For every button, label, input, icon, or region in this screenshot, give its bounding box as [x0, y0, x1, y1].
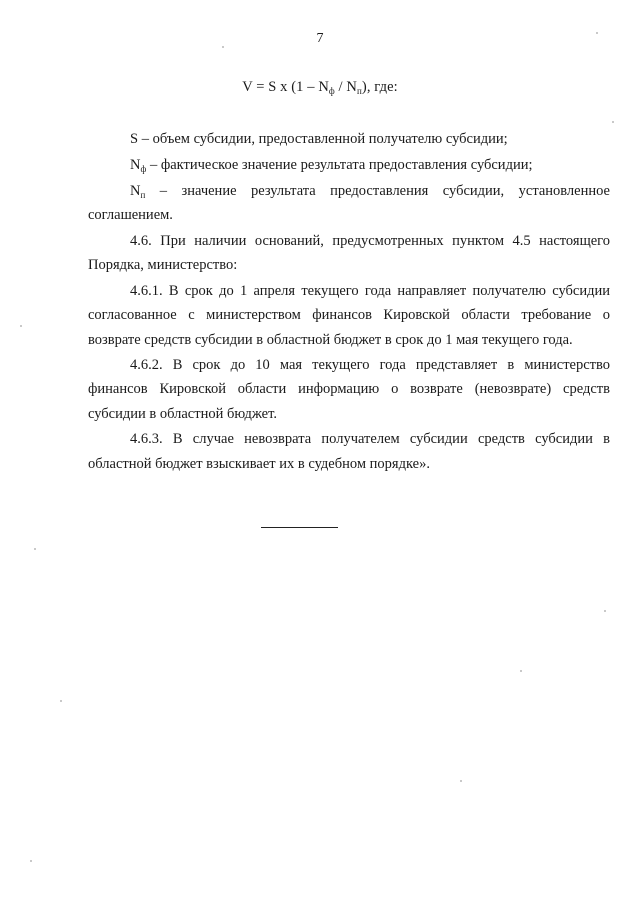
scan-speck	[520, 670, 522, 672]
definition-s: S – объем субсидии, предоставленной получателю субсидии;	[130, 131, 508, 147]
nf-text: – фактическое значение результата предоставления субсидии;	[146, 157, 533, 173]
scan-speck	[460, 780, 462, 782]
paragraph-4-6-3-line-1: 4.6.3. В случае невозврата получателем субсидии средств субсидии в	[130, 431, 610, 447]
page-number: 7	[316, 31, 324, 46]
nf-symbol: N	[130, 157, 141, 173]
paragraph-4-6-1-line-1: 4.6.1. В срок до 1 апреля текущего года направляет получателю субсидии	[130, 283, 610, 299]
scan-speck	[34, 548, 36, 550]
end-divider	[261, 527, 338, 528]
np-text: – значение результата предоставления субсидии, установленное	[145, 183, 610, 199]
paragraph-4-6-2-line-3: субсидии в областной бюджет.	[88, 406, 277, 422]
formula-middle: / N	[334, 79, 357, 95]
scan-speck	[60, 700, 62, 702]
formula-suffix: ), где:	[361, 79, 398, 95]
formula-prefix: V = S x (1 – N	[242, 79, 329, 95]
scan-speck	[596, 32, 598, 34]
definition-np-line-2: соглашением.	[88, 207, 173, 223]
scan-speck	[20, 325, 22, 327]
paragraph-4-6-line-1: 4.6. При наличии оснований, предусмотренных пунктом 4.5 настоящего	[130, 233, 610, 249]
scan-speck	[30, 860, 32, 862]
paragraph-4-6-1-line-3: возврате средств субсидии в областной бюджет в срок до 1 мая текущего года.	[88, 332, 573, 348]
definition-nf	[130, 156, 610, 178]
definition-np-line-1	[130, 182, 610, 204]
scan-speck	[612, 121, 614, 123]
np-subscript: п	[140, 190, 146, 200]
formula	[0, 79, 640, 96]
paragraph-4-6-2-line-1: 4.6.2. В срок до 10 мая текущего года представляет в министерство	[130, 357, 610, 373]
formula-subscript-p: п	[356, 86, 362, 96]
scan-speck	[222, 46, 224, 48]
nf-subscript: ф	[140, 164, 147, 174]
paragraph-4-6-2-line-2: финансов Кировской области информацию о возврате (невозврате) средств	[88, 381, 610, 397]
scan-speck	[604, 610, 606, 612]
np-symbol: N	[130, 183, 141, 199]
paragraph-4-6-3-line-2: областной бюджет взыскивает их в судебном порядке».	[88, 456, 430, 472]
paragraph-4-6-line-2: Порядка, министерство:	[88, 257, 238, 273]
formula-subscript-f: ф	[328, 86, 335, 96]
paragraph-4-6-1-line-2: согласованное с министерством финансов Кировской области требование о	[88, 307, 610, 323]
